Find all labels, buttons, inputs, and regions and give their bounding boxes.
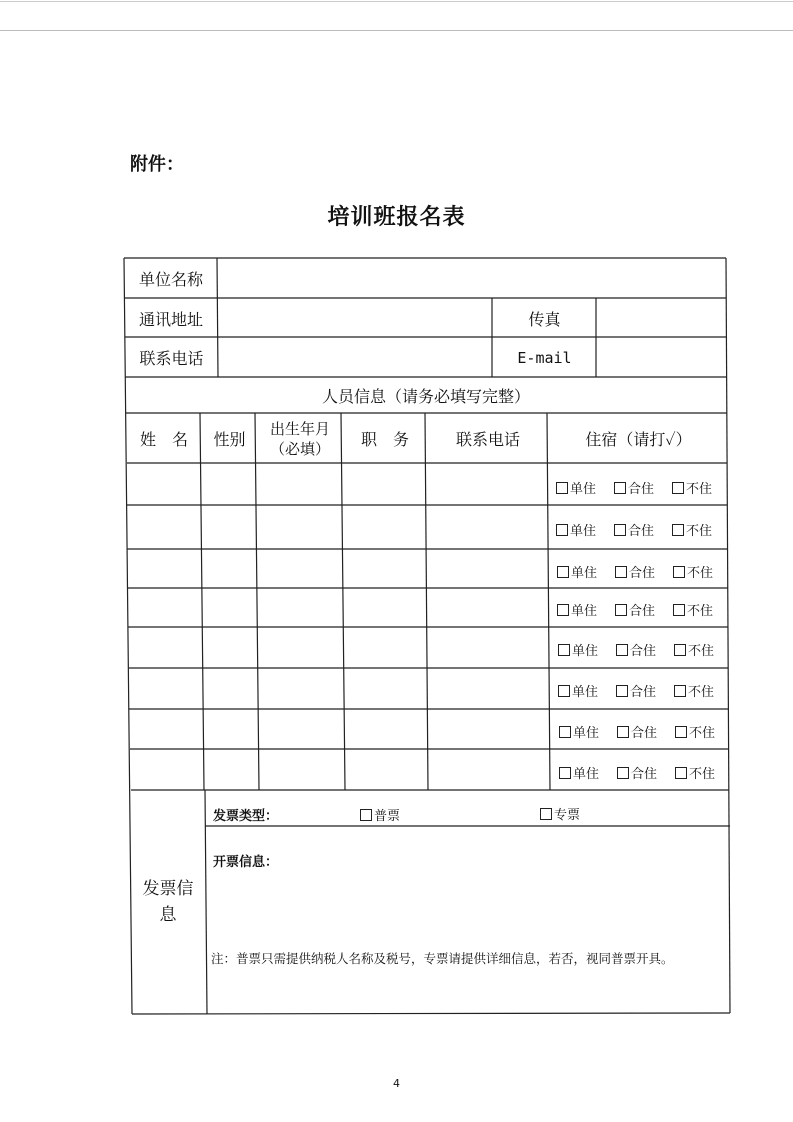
lodging-single[interactable]: 单住 [559, 763, 599, 782]
lodging-single[interactable]: 单住 [559, 722, 599, 741]
invoice-type-special-option[interactable]: 专票 [540, 804, 580, 823]
phone-label: 联系电话 [139, 349, 204, 368]
lodging-shared[interactable]: 合住 [615, 600, 655, 619]
checkbox-icon [672, 524, 684, 536]
lodging-shared[interactable]: 合住 [616, 640, 656, 659]
checkbox-icon [558, 644, 570, 656]
lodging-single[interactable]: 单住 [558, 640, 598, 659]
checkbox-icon [617, 767, 629, 779]
billing-info-label: 开票信息： [213, 855, 279, 870]
lodging-shared[interactable]: 合住 [617, 722, 657, 741]
unit-name-field[interactable] [219, 259, 724, 298]
lodging-none[interactable]: 不住 [673, 600, 713, 619]
lodging-none[interactable]: 不住 [675, 722, 715, 741]
checkbox-icon [557, 604, 569, 616]
unit-name-label: 单位名称 [138, 270, 203, 289]
scan-edge-line [0, 1, 793, 2]
invoice-label-line2: 息 [159, 905, 177, 925]
column-header-contact-phone: 联系电话 [455, 430, 520, 449]
checkbox-icon [556, 482, 568, 494]
checkbox-icon [556, 524, 568, 536]
form-title: 培训班报名表 [327, 205, 466, 230]
address-field[interactable] [219, 299, 491, 337]
checkbox-icon [559, 767, 571, 779]
checkbox-icon [614, 482, 626, 494]
lodging-single[interactable]: 单住 [558, 681, 598, 700]
fax-field[interactable] [597, 299, 725, 337]
checkbox-icon [360, 809, 372, 821]
checkbox-icon [673, 566, 685, 578]
lodging-single[interactable]: 单住 [557, 562, 597, 581]
page-number: 4 [393, 1077, 400, 1090]
lodging-shared[interactable]: 合住 [614, 520, 654, 539]
birth-header-line1: 出生年月 [269, 419, 330, 438]
lodging-none[interactable]: 不住 [674, 681, 714, 700]
lodging-shared[interactable]: 合住 [614, 478, 654, 497]
phone-field[interactable] [219, 338, 491, 377]
lodging-shared[interactable]: 合住 [617, 763, 657, 782]
lodging-options-row [557, 562, 713, 581]
lodging-options-row [559, 763, 715, 782]
birth-header-line2: （必填） [269, 439, 330, 458]
email-field[interactable] [597, 338, 726, 377]
lodging-none[interactable]: 不住 [672, 520, 712, 539]
lodging-options-row [556, 478, 712, 497]
column-header-birth [258, 414, 342, 463]
checkbox-icon [673, 604, 685, 616]
checkbox-icon [674, 644, 686, 656]
invoice-type-label: 发票类型： [213, 809, 279, 824]
checkbox-icon [615, 604, 627, 616]
checkbox-icon [615, 566, 627, 578]
lodging-shared[interactable]: 合住 [615, 562, 655, 581]
checkbox-icon [540, 808, 552, 820]
checkbox-icon [557, 566, 569, 578]
lodging-options-row [559, 722, 715, 741]
checkbox-icon [558, 685, 570, 697]
lodging-single[interactable]: 单住 [556, 478, 596, 497]
invoice-label-line1: 发票信 [142, 879, 194, 899]
lodging-options-row [558, 681, 714, 700]
lodging-options-row [557, 600, 713, 619]
personnel-header: 人员信息（请务必填写完整） [321, 387, 530, 406]
lodging-none[interactable]: 不住 [672, 478, 712, 497]
checkbox-icon [614, 524, 626, 536]
address-label: 通讯地址 [138, 309, 203, 329]
column-header-gender: 性别 [213, 430, 246, 449]
invoice-section-label [132, 876, 204, 928]
checkbox-icon [675, 726, 687, 738]
invoice-type-normal-option[interactable]: 普票 [360, 805, 400, 824]
lodging-single[interactable]: 单住 [557, 600, 597, 619]
checkbox-icon [675, 767, 687, 779]
lodging-none[interactable]: 不住 [673, 562, 713, 581]
lodging-options-row [558, 640, 714, 659]
checkbox-icon [672, 482, 684, 494]
attachment-label: 附件： [130, 154, 184, 175]
checkbox-icon [559, 726, 571, 738]
lodging-options-row [556, 520, 712, 539]
column-header-position: 职 务 [360, 430, 409, 449]
invoice-note: 注：普票只需提供纳税人名称及税号，专票请提供详细信息，若否，视同普票开具。 [211, 951, 674, 966]
fax-label: 传真 [528, 309, 561, 329]
lodging-shared[interactable]: 合住 [616, 681, 656, 700]
lodging-none[interactable]: 不住 [674, 640, 714, 659]
header-rule [0, 30, 793, 31]
email-label: E-mail [517, 348, 572, 367]
checkbox-icon [674, 685, 686, 697]
billing-info-field[interactable] [210, 872, 725, 936]
lodging-none[interactable]: 不住 [675, 763, 715, 782]
checkbox-icon [616, 685, 628, 697]
column-header-name: 姓 名 [139, 430, 188, 449]
checkbox-icon [617, 726, 629, 738]
lodging-single[interactable]: 单住 [556, 520, 596, 539]
checkbox-icon [616, 644, 628, 656]
column-header-lodging: 住宿（请打✓） [585, 430, 692, 449]
